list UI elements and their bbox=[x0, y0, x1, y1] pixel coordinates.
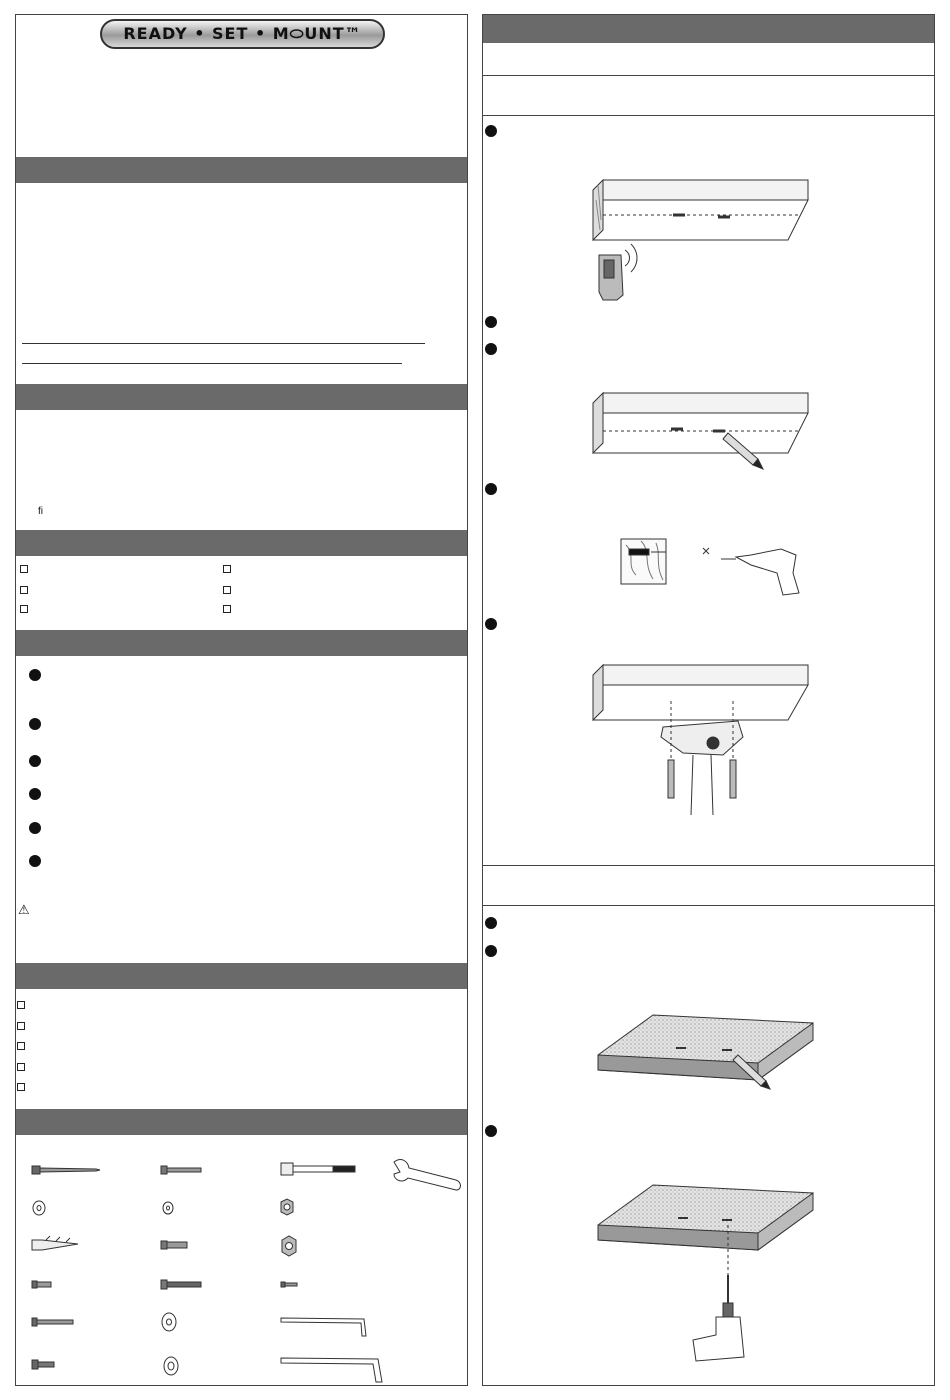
step-bullet-icon bbox=[485, 945, 497, 957]
separator-line bbox=[483, 115, 934, 116]
underline-rule-2 bbox=[22, 363, 402, 364]
step-bullet-icon bbox=[485, 483, 497, 495]
concrete-drill-illustration bbox=[598, 1185, 818, 1370]
step-bullet-icon bbox=[29, 669, 41, 681]
left-instruction-panel bbox=[15, 14, 468, 1386]
spacer-icon bbox=[164, 1357, 178, 1375]
checkbox-icon[interactable] bbox=[20, 565, 28, 573]
large-washer-icon bbox=[162, 1313, 176, 1331]
step-bullet-icon bbox=[29, 788, 41, 800]
small-washer-icon bbox=[163, 1202, 173, 1214]
long-screw-icon bbox=[32, 1318, 73, 1326]
section-bar-1 bbox=[16, 157, 467, 183]
step-bullet-icon bbox=[485, 1125, 497, 1137]
lock-nut-icon bbox=[282, 1236, 296, 1256]
hex-bolt-icon bbox=[281, 1163, 355, 1175]
wrench-icon bbox=[394, 1160, 461, 1190]
small-allen-key-icon bbox=[281, 1318, 366, 1336]
hex-nut-icon bbox=[281, 1199, 293, 1215]
section-bar-right-top bbox=[483, 15, 934, 43]
section-bar-2 bbox=[16, 384, 467, 410]
underline-rule-1 bbox=[22, 343, 425, 344]
step-bullet-icon bbox=[485, 618, 497, 630]
separator-line bbox=[483, 75, 934, 76]
section-bar-5 bbox=[16, 963, 467, 989]
checkbox-icon[interactable] bbox=[223, 605, 231, 613]
warning-triangle-icon: ⚠ bbox=[18, 902, 30, 917]
washer-icon bbox=[33, 1201, 45, 1215]
lag-bolt-icon bbox=[32, 1166, 100, 1174]
machine-bolt-icon bbox=[161, 1166, 201, 1174]
stud-finder-illustration bbox=[593, 180, 818, 310]
checkbox-icon[interactable] bbox=[17, 1022, 25, 1030]
ligature-glyph: ﬁ bbox=[38, 506, 43, 517]
wall-anchor-icon bbox=[32, 1236, 78, 1250]
concrete-mark-illustration bbox=[598, 1015, 818, 1105]
mark-holes-illustration bbox=[593, 393, 818, 473]
medium-screw-icon bbox=[32, 1360, 54, 1369]
step-bullet-icon bbox=[485, 917, 497, 929]
step-bullet-icon bbox=[29, 855, 41, 867]
step-bullet-icon bbox=[29, 718, 41, 730]
checkbox-icon[interactable] bbox=[223, 565, 231, 573]
step-bullet-icon bbox=[485, 316, 497, 328]
section-bar-4 bbox=[16, 630, 467, 656]
step-bullet-icon bbox=[485, 125, 497, 137]
separator-line bbox=[483, 865, 934, 866]
checkbox-icon[interactable] bbox=[17, 1042, 25, 1050]
large-allen-key-icon bbox=[281, 1358, 382, 1382]
checkbox-icon[interactable] bbox=[17, 1083, 25, 1091]
drill-pilot-hole-illustration bbox=[621, 535, 806, 600]
ready-set-mount-logo bbox=[100, 19, 385, 49]
checkbox-icon[interactable] bbox=[17, 1001, 25, 1009]
tiny-screw-icon bbox=[281, 1282, 297, 1287]
section-bar-6 bbox=[16, 1109, 467, 1135]
attach-bracket-illustration bbox=[593, 665, 818, 825]
checkbox-icon[interactable] bbox=[223, 586, 231, 594]
long-bolt-icon bbox=[161, 1280, 201, 1289]
logo-text: READY • SET • M⬭UNT™ bbox=[123, 24, 362, 43]
step-bullet-icon bbox=[29, 755, 41, 767]
right-instruction-panel bbox=[482, 14, 935, 1386]
short-bolt-icon bbox=[161, 1241, 187, 1249]
separator-line bbox=[483, 905, 934, 906]
checkbox-icon[interactable] bbox=[20, 605, 28, 613]
checkbox-icon[interactable] bbox=[17, 1063, 25, 1071]
step-bullet-icon bbox=[485, 343, 497, 355]
step-bullet-icon bbox=[29, 822, 41, 834]
hardware-parts-illustration bbox=[16, 1140, 467, 1385]
checkbox-icon[interactable] bbox=[20, 586, 28, 594]
section-bar-3 bbox=[16, 530, 467, 556]
short-screw-icon bbox=[32, 1281, 51, 1288]
